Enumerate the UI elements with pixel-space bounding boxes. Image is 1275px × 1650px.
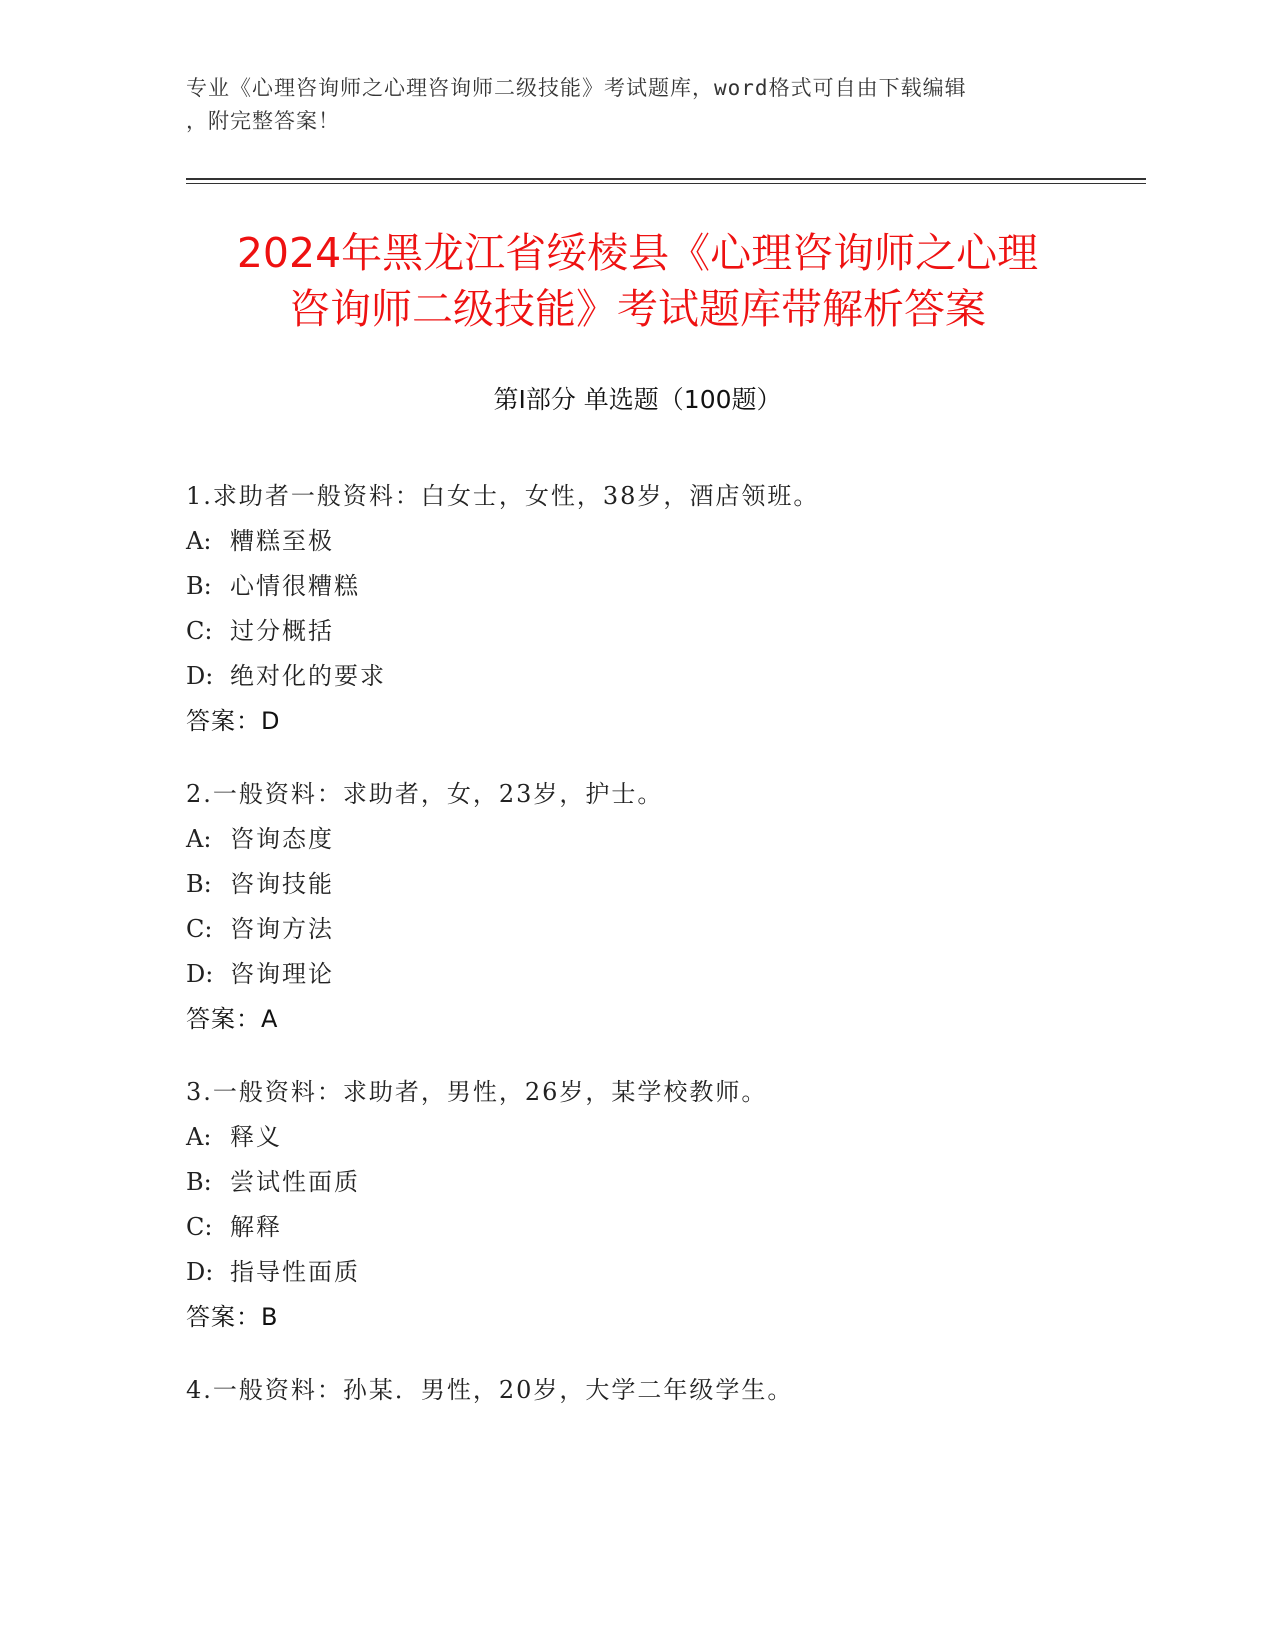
option-key: A: bbox=[186, 527, 212, 555]
option-key: D: bbox=[186, 662, 214, 690]
option-text: 咨询态度 bbox=[230, 825, 334, 853]
answer-line: 答案：D bbox=[186, 707, 281, 735]
option-key: B: bbox=[186, 870, 212, 898]
option-d bbox=[186, 952, 1146, 997]
question-stem: 4.一般资料：孙某．男性，20岁，大学二年级学生。 bbox=[186, 1376, 794, 1404]
option-text: 咨询理论 bbox=[230, 960, 334, 988]
answer-line: 答案：B bbox=[186, 1303, 279, 1331]
option-text: 释义 bbox=[230, 1123, 282, 1151]
option-a bbox=[186, 1115, 1146, 1160]
question-item bbox=[186, 772, 1146, 1042]
option-key: C: bbox=[186, 1213, 213, 1241]
section-heading: 第Ⅰ部分 单选题（100题） bbox=[493, 385, 782, 414]
option-text: 咨询技能 bbox=[230, 870, 334, 898]
option-key: B: bbox=[186, 1168, 212, 1196]
option-key: C: bbox=[186, 915, 213, 943]
option-text: 心情很糟糕 bbox=[230, 572, 360, 600]
option-a bbox=[186, 817, 1146, 862]
question-stem: 2.一般资料：求助者，女，23岁，护士。 bbox=[186, 780, 664, 808]
option-b bbox=[186, 1160, 1146, 1205]
option-a bbox=[186, 519, 1146, 564]
option-c bbox=[186, 609, 1146, 654]
title-line: 2024年黑龙江省绥棱县《心理咨询师之心理 bbox=[236, 229, 1039, 277]
option-text: 绝对化的要求 bbox=[230, 662, 386, 690]
question-item bbox=[186, 1070, 1146, 1340]
header-note-line: 专业《心理咨询师之心理咨询师二级技能》考试题库，word格式可自由下载编辑 bbox=[186, 76, 967, 100]
header-note-line: ，附完整答案！ bbox=[186, 109, 340, 133]
option-text: 指导性面质 bbox=[230, 1258, 360, 1286]
header-note bbox=[186, 72, 1086, 138]
question-item bbox=[186, 1368, 1146, 1413]
option-key: B: bbox=[186, 572, 212, 600]
header-divider-thin bbox=[186, 183, 1146, 184]
option-text: 过分概括 bbox=[230, 617, 334, 645]
option-text: 咨询方法 bbox=[230, 915, 334, 943]
option-d bbox=[186, 1250, 1146, 1295]
question-stem: 3.一般资料：求助者，男性，26岁，某学校教师。 bbox=[186, 1078, 768, 1106]
option-text: 糟糕至极 bbox=[230, 527, 334, 555]
answer-line: 答案：A bbox=[186, 1005, 279, 1033]
question-list bbox=[186, 474, 1146, 1441]
option-text: 尝试性面质 bbox=[230, 1168, 360, 1196]
option-key: D: bbox=[186, 960, 214, 988]
option-key: A: bbox=[186, 825, 212, 853]
question-item bbox=[186, 474, 1146, 744]
header-divider-thick bbox=[186, 178, 1146, 180]
option-c bbox=[186, 907, 1146, 952]
option-key: D: bbox=[186, 1258, 214, 1286]
option-c bbox=[186, 1205, 1146, 1250]
option-key: C: bbox=[186, 617, 213, 645]
option-key: A: bbox=[186, 1123, 212, 1151]
option-text: 解释 bbox=[230, 1213, 282, 1241]
document-title bbox=[160, 225, 1115, 337]
option-b bbox=[186, 564, 1146, 609]
option-b bbox=[186, 862, 1146, 907]
option-d bbox=[186, 654, 1146, 699]
title-line: 咨询师二级技能》考试题库带解析答案 bbox=[289, 285, 986, 333]
question-stem: 1.求助者一般资料：白女士，女性，38岁，酒店领班。 bbox=[186, 482, 820, 510]
